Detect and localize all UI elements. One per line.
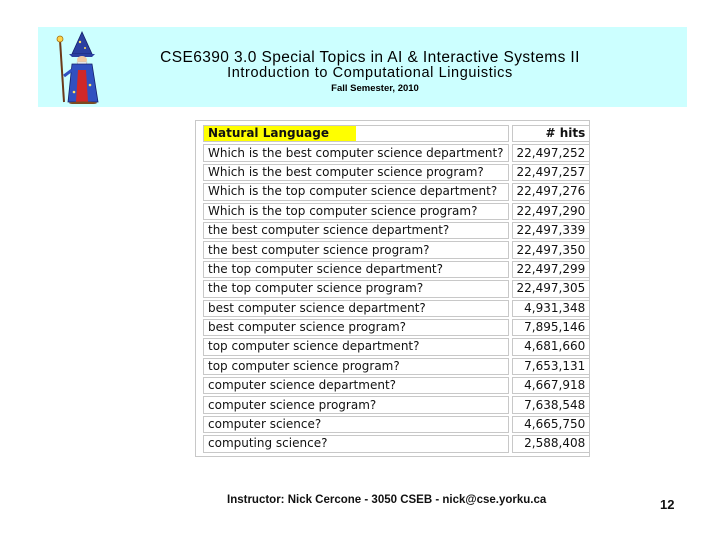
hits-cell: 22,497,252 (512, 144, 591, 161)
table-row (203, 338, 590, 355)
table-row (203, 203, 590, 220)
hits-cell: 22,497,305 (512, 280, 591, 297)
table-row (203, 300, 590, 317)
hits-cell: 22,497,257 (512, 164, 591, 181)
table-row (203, 319, 590, 336)
table-row (203, 164, 590, 181)
table-row (203, 183, 590, 200)
course-subtitle: Introduction to Computational Linguistics (227, 65, 513, 81)
table-row (203, 261, 590, 278)
hits-table (195, 120, 590, 457)
query-cell: best computer science program? (203, 319, 509, 336)
query-cell: computer science department? (203, 377, 509, 394)
course-title: CSE6390 3.0 Special Topics in AI & Interactive Systems II (160, 49, 580, 66)
hits-table-grid (200, 123, 593, 455)
hits-cell: 22,497,350 (512, 241, 591, 258)
column-header-hits: # hits (512, 125, 591, 142)
hits-cell: 4,681,660 (512, 338, 591, 355)
hits-cell: 4,665,750 (512, 416, 591, 433)
table-row (203, 144, 590, 161)
query-cell: top computer science program? (203, 358, 509, 375)
query-cell: Which is the best computer science program? (203, 164, 509, 181)
hits-cell: 7,638,548 (512, 396, 591, 413)
query-cell: computer science? (203, 416, 509, 433)
hits-cell: 4,931,348 (512, 300, 591, 317)
table-row (203, 241, 590, 258)
table-row (203, 377, 590, 394)
hits-cell: 22,497,290 (512, 203, 591, 220)
hits-cell: 22,497,299 (512, 261, 591, 278)
query-cell: Which is the top computer science department? (203, 183, 509, 200)
query-cell: the best computer science department? (203, 222, 509, 239)
page-number: 12 (660, 497, 675, 512)
query-cell: best computer science department? (203, 300, 509, 317)
hits-cell: 4,667,918 (512, 377, 591, 394)
semester-label: Fall Semester, 2010 (331, 83, 419, 94)
query-cell: the best computer science program? (203, 241, 509, 258)
hits-cell: 7,895,146 (512, 319, 591, 336)
query-cell: the top computer science department? (203, 261, 509, 278)
table-row (203, 222, 590, 239)
query-cell: computer science program? (203, 396, 509, 413)
query-cell: computing science? (203, 435, 509, 452)
hits-cell: 22,497,276 (512, 183, 591, 200)
column-header-query: Natural Language (203, 125, 509, 142)
query-cell: the top computer science program? (203, 280, 509, 297)
query-cell: Which is the best computer science department? (203, 144, 509, 161)
hits-cell: 7,653,131 (512, 358, 591, 375)
table-row (203, 435, 590, 452)
query-cell: Which is the top computer science program? (203, 203, 509, 220)
table-row (203, 358, 590, 375)
table-header-row (203, 125, 590, 142)
table-row (203, 416, 590, 433)
wizard-icon (52, 30, 100, 104)
table-row (203, 280, 590, 297)
hits-cell: 22,497,339 (512, 222, 591, 239)
hits-cell: 2,588,408 (512, 435, 591, 452)
table-row (203, 396, 590, 413)
instructor-footer: Instructor: Nick Cercone - 3050 CSEB - nick@cse.yorku.ca (227, 494, 547, 506)
query-cell: top computer science department? (203, 338, 509, 355)
